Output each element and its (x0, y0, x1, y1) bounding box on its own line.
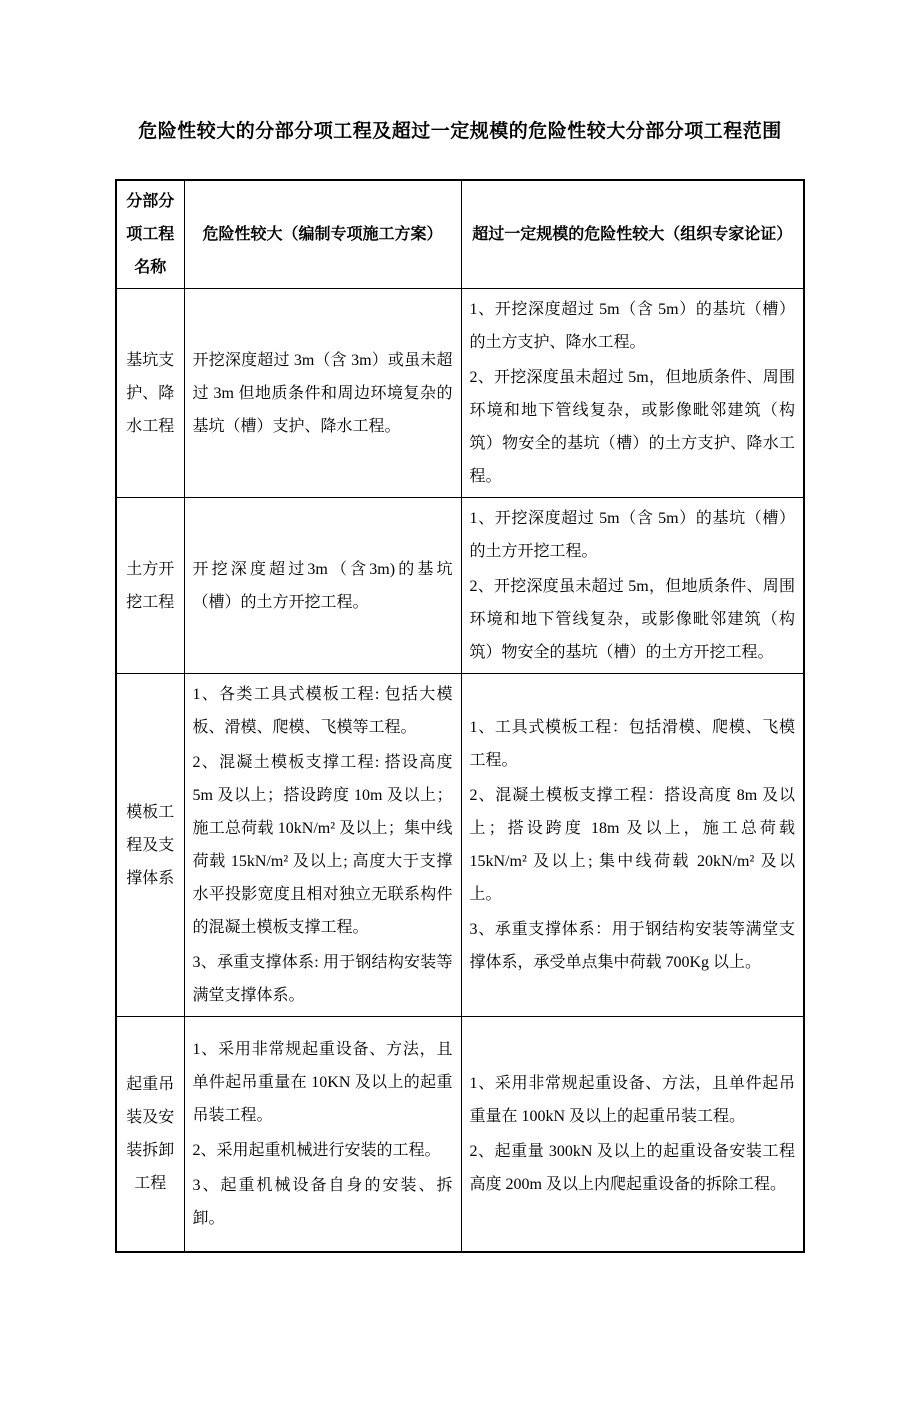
header-project-name: 分部分项工程名称 (116, 180, 184, 289)
risk-item: 3、承重支撑体系：用于钢结构安装等满堂支撑体系，承受单点集中荷载 700Kg 以上。 (469, 921, 795, 971)
cell-major-risk (184, 498, 461, 674)
risk-item: 2、采用起重机械进行安装的工程。 (192, 1141, 441, 1159)
cell-major-risk (184, 674, 461, 1017)
cell-project-name: 模板工程及支撑体系 (116, 674, 184, 1017)
table-header-row (116, 180, 804, 289)
table-row (116, 674, 804, 1017)
risk-item: 3、承重支撑体系: 用于钢结构安装等满堂支撑体系。 (192, 954, 453, 1004)
risk-item: 3、起重机械设备自身的安装、拆卸。 (192, 1176, 453, 1227)
table-row (116, 1017, 804, 1252)
table-row (116, 498, 804, 674)
cell-expert-risk (461, 1017, 804, 1252)
cell-project-name: 起重吊装及安装拆卸工程 (116, 1017, 184, 1252)
risk-item: 2、开挖深度虽未超过 5m，但地质条件、周围环境和地下管线复杂，或影像毗邻建筑（构筑）物安全的基坑（槽）的土方开挖工程。 (469, 578, 795, 661)
page-title: 危险性较大的分部分项工程及超过一定规模的危险性较大分部分项工程范围 (138, 121, 782, 142)
cell-expert-risk (461, 289, 804, 498)
risk-item: 2、混凝土模板支撑工程：搭设高度 8m 及以上；搭设跨度 18m 及以上，施工总荷载 15kN/m² 及以上; 集中线荷载 20kN/m² 及以上。 (469, 787, 795, 903)
header-major-risk: 危险性较大（编制专项施工方案） (184, 180, 461, 289)
cell-major-risk (184, 1017, 461, 1252)
cell-project-name: 基坑支护、降水工程 (116, 289, 184, 498)
risk-item: 1、工具式模板工程：包括滑模、爬模、飞模工程。 (469, 719, 795, 769)
cell-project-name: 土方开挖工程 (116, 498, 184, 674)
risk-scope-table (115, 179, 805, 1253)
risk-item: 1、开挖深度超过 5m（含 5m）的基坑（槽）的土方支护、降水工程。 (469, 301, 795, 351)
cell-expert-risk (461, 498, 804, 674)
risk-item: 2、开挖深度虽未超过 5m，但地质条件、周围环境和地下管线复杂，或影像毗邻建筑（构筑）物安全的基坑（槽）的土方支护、降水工程。 (469, 369, 795, 485)
risk-item: 1、开挖深度超过 5m（含 5m）的基坑（槽）的土方开挖工程。 (469, 510, 795, 560)
cell-major-risk (184, 289, 461, 498)
risk-item: 1、采用非常规起重设备、方法，且单件起吊重量在 10KN 及以上的起重吊装工程。 (192, 1040, 453, 1124)
risk-item: 开挖深度超过 3m（含 3m）或虽未超过 3m 但地质条件和周边环境复杂的基坑（槽）支护、降水工程。 (192, 351, 453, 435)
risk-item: 2、起重量 300kN 及以上的起重设备安装工程 高度 200m 及以上内爬起重设备的拆除工程。 (469, 1142, 795, 1193)
table-row (116, 289, 804, 498)
header-expert-review: 超过一定规模的危险性较大（组织专家论证） (461, 180, 804, 289)
risk-item: 1、各类工具式模板工程: 包括大模板、滑模、爬模、飞模等工程。 (192, 686, 453, 736)
cell-expert-risk (461, 674, 804, 1017)
risk-item: 开挖深度超过3m（含3m)的基坑（槽）的土方开挖工程。 (192, 560, 453, 611)
risk-item: 1、采用非常规起重设备、方法，且单件起吊重量在 100kN 及以上的起重吊装工程。 (469, 1074, 795, 1125)
risk-item: 2、混凝土模板支撑工程: 搭设高度 5m 及以上；搭设跨度 10m 及以上；施工总荷载 10kN/m² 及以上；集中线荷载 15kN/m² 及以上; 高度大于支撑水平投影宽度且相对独立无联系构件的混凝土模板支撑工程。 (192, 754, 453, 936)
